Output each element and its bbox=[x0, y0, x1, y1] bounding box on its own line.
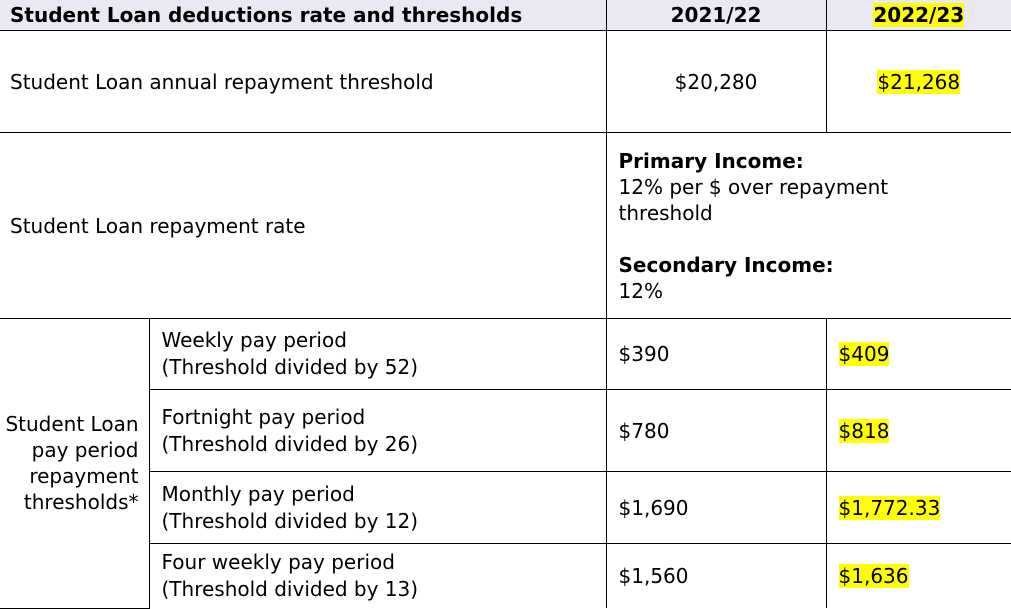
four-weekly-2022-23 bbox=[826, 544, 1011, 609]
period-note: (Threshold divided by 26) bbox=[161, 431, 419, 456]
table-row bbox=[0, 390, 1011, 472]
four-weekly-2022-23-value: $1,636 bbox=[838, 564, 909, 588]
table-row bbox=[0, 472, 1011, 544]
period-cell-monthly bbox=[149, 472, 606, 544]
monthly-2021-22: $1,690 bbox=[606, 472, 826, 544]
four-weekly-2021-22: $1,560 bbox=[606, 544, 826, 609]
table-row bbox=[0, 544, 1011, 609]
fortnight-2022-23-value: $818 bbox=[838, 418, 890, 443]
year-header-2022-23-text: 2022/23 bbox=[873, 3, 965, 27]
annual-threshold-row bbox=[0, 31, 1011, 133]
table-row bbox=[0, 319, 1011, 390]
secondary-income-text: 12% bbox=[618, 278, 663, 303]
period-cell-weekly bbox=[149, 319, 606, 390]
pay-period-group-label: Student Loan pay period repayment thresholds* bbox=[0, 319, 149, 609]
period-cell-four-weekly bbox=[149, 544, 606, 609]
annual-threshold-2021-22: $20,280 bbox=[606, 31, 826, 133]
table-header-row bbox=[0, 0, 1011, 31]
secondary-income-heading: Secondary Income: bbox=[618, 252, 834, 277]
fortnight-2021-22: $780 bbox=[606, 390, 826, 472]
year-header-2022-23 bbox=[826, 0, 1011, 31]
period-cell-fortnight bbox=[149, 390, 606, 472]
repayment-rate-details bbox=[606, 133, 1011, 319]
weekly-2022-23 bbox=[826, 319, 1011, 390]
weekly-2021-22: $390 bbox=[606, 319, 826, 390]
period-note: (Threshold divided by 52) bbox=[161, 355, 419, 379]
monthly-2022-23 bbox=[826, 472, 1011, 544]
table-title: Student Loan deductions rate and thresholds bbox=[0, 0, 606, 31]
period-note: (Threshold divided by 12) bbox=[161, 508, 419, 533]
period-note: (Threshold divided by 13) bbox=[161, 577, 419, 601]
rate-spacer bbox=[619, 226, 1011, 252]
period-name: Weekly pay period bbox=[161, 328, 347, 352]
annual-threshold-label: Student Loan annual repayment threshold bbox=[0, 31, 606, 133]
primary-income-heading: Primary Income: bbox=[618, 148, 804, 173]
weekly-2022-23-value: $409 bbox=[838, 342, 890, 366]
annual-threshold-2022-23-value: $21,268 bbox=[877, 69, 961, 94]
period-name: Monthly pay period bbox=[161, 481, 355, 506]
year-header-2021-22: 2021/22 bbox=[606, 0, 826, 31]
primary-income-text: 12% per $ over repayment threshold bbox=[618, 174, 889, 225]
period-name: Four weekly pay period bbox=[161, 550, 395, 574]
annual-threshold-2022-23 bbox=[826, 31, 1011, 133]
fortnight-2022-23 bbox=[826, 390, 1011, 472]
period-name: Fortnight pay period bbox=[161, 404, 366, 429]
monthly-2022-23-value: $1,772.33 bbox=[838, 495, 941, 520]
repayment-rate-label: Student Loan repayment rate bbox=[0, 133, 606, 319]
repayment-rate-row bbox=[0, 133, 1011, 319]
